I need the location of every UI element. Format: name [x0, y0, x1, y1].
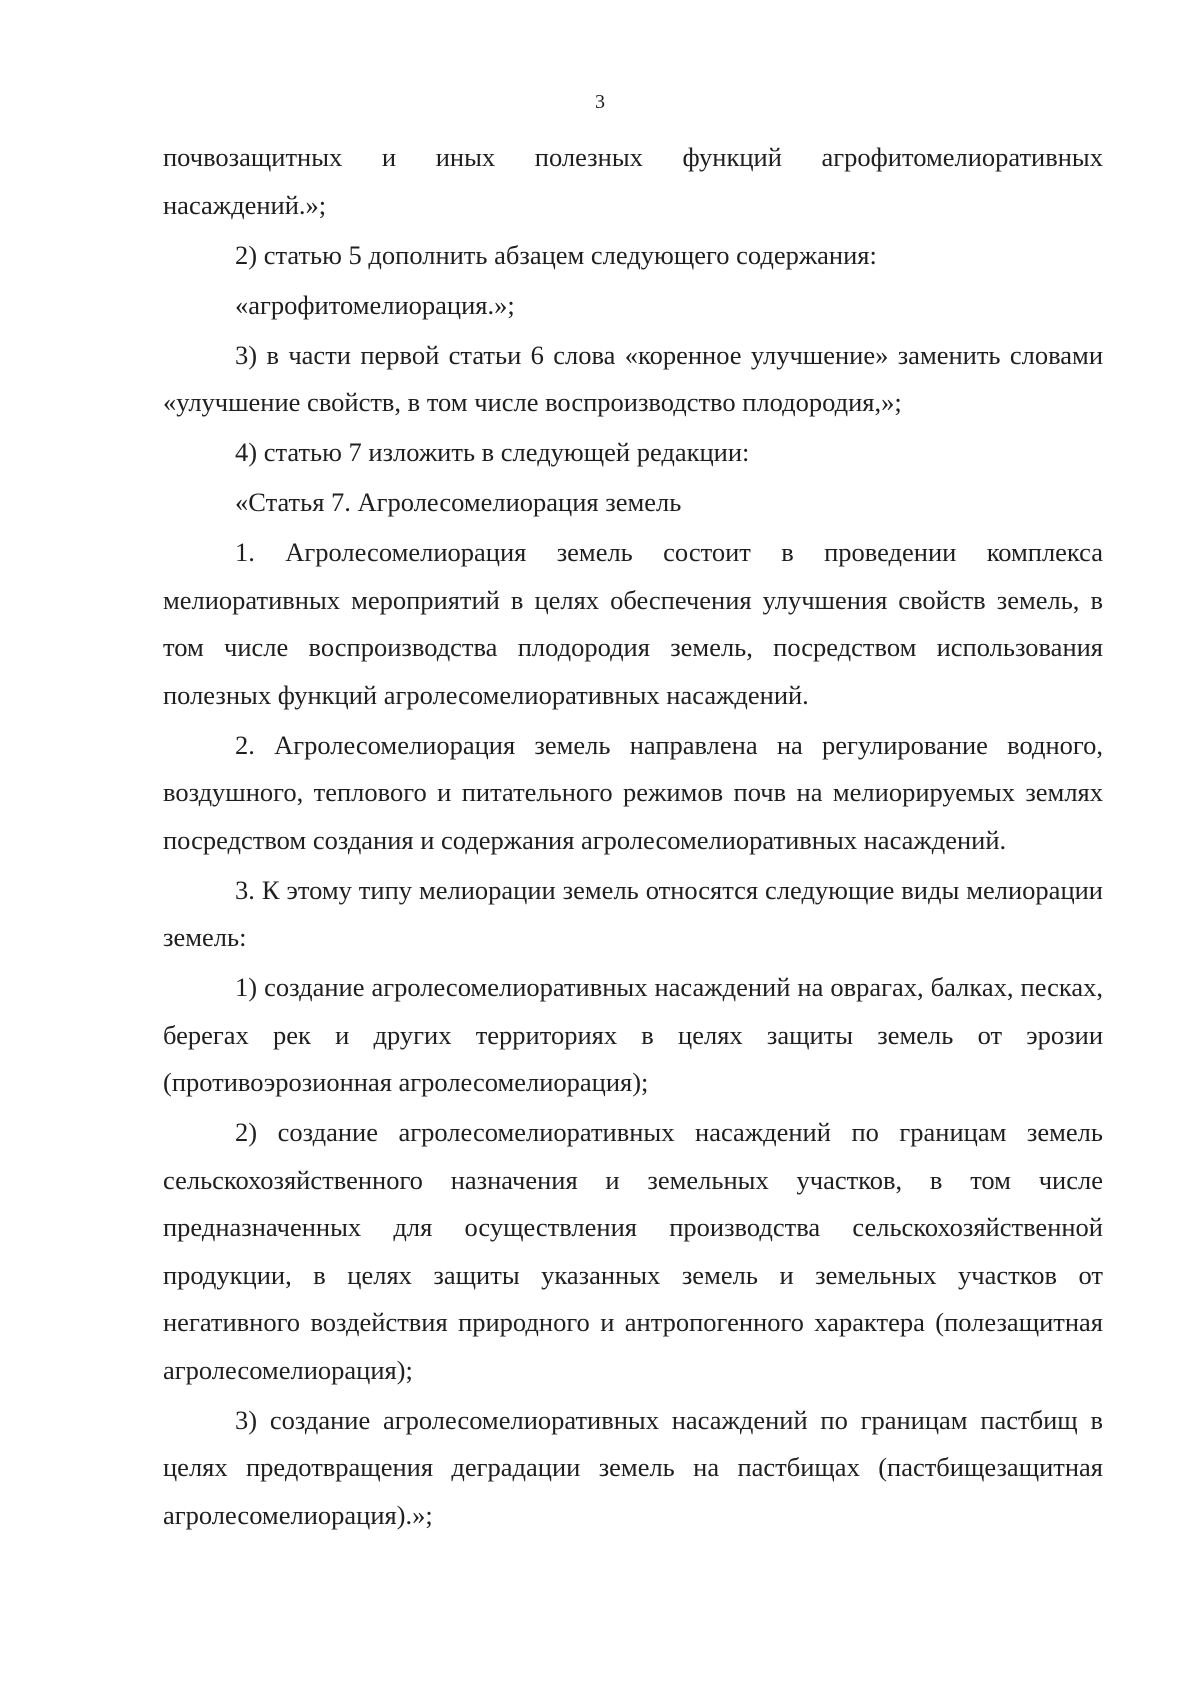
article-clause-2: 2. Агролесомелиорация земель направлена на регулирование водного, воздушного, теплового и питательного режимов почв на мелиорируемых землях посредством создания и содержания агролесомелиоративных насаждений.: [163, 729, 1103, 855]
paragraph-amendment-2: 2) статью 5 дополнить абзацем следующего содержания:: [235, 239, 877, 270]
article-clause-3: 3. К этому типу мелиорации земель относятся следующие виды мелиорации земель:: [163, 874, 1103, 952]
document-body: [163, 134, 1103, 1542]
paragraph-amendment-4: 4) статью 7 изложить в следующей редакции:: [235, 437, 750, 467]
article-heading: «Статья 7. Агролесомелиорация земель: [235, 487, 682, 517]
article-subclause-2: 2) создание агролесомелиоративных насаждений по границам земель сельскохозяйственного назначения и земельных участков, в том числе предназначенных для осуществления производства сельскохозяйственной продукции, в целях защиты указанных земель и земельных участков от негативного воздействия природного и антропогенного характера (полезащитная агролесомелиорация);: [163, 1117, 1103, 1385]
page-number: 3: [595, 91, 605, 113]
article-subclause-3: 3) создание агролесомелиоративных насаждений по границам пастбищ в целях предотвращения деградации земель на пастбищах (пастбищезащитная агролесомелиорация).»;: [163, 1404, 1103, 1530]
paragraph-amendment-3: 3) в части первой статьи 6 слова «коренное улучшение» заменить словами «улучшение свойств, в том числе воспроизводство плодородия,»;: [163, 339, 1103, 417]
article-clause-1: 1. Агролесомелиорация земель состоит в проведении комплекса мелиоративных мероприятий в целях обеспечения улучшения свойств земель, в том числе воспроизводства плодородия земель, посредством использования полезных функций агролесомелиоративных насаждений.: [163, 537, 1103, 710]
paragraph-continuation: почвозащитных и иных полезных функций агрофитомелиоративных насаждений.»;: [163, 142, 1103, 220]
article-subclause-1: 1) создание агролесомелиоративных насаждений на оврагах, балках, песках, берегах рек и других территориях в целях защиты земель от эрозии (противоэрозионная агролесомелиорация);: [163, 972, 1103, 1097]
paragraph-quoted-term: «агрофитомелиорация.»;: [235, 289, 515, 320]
